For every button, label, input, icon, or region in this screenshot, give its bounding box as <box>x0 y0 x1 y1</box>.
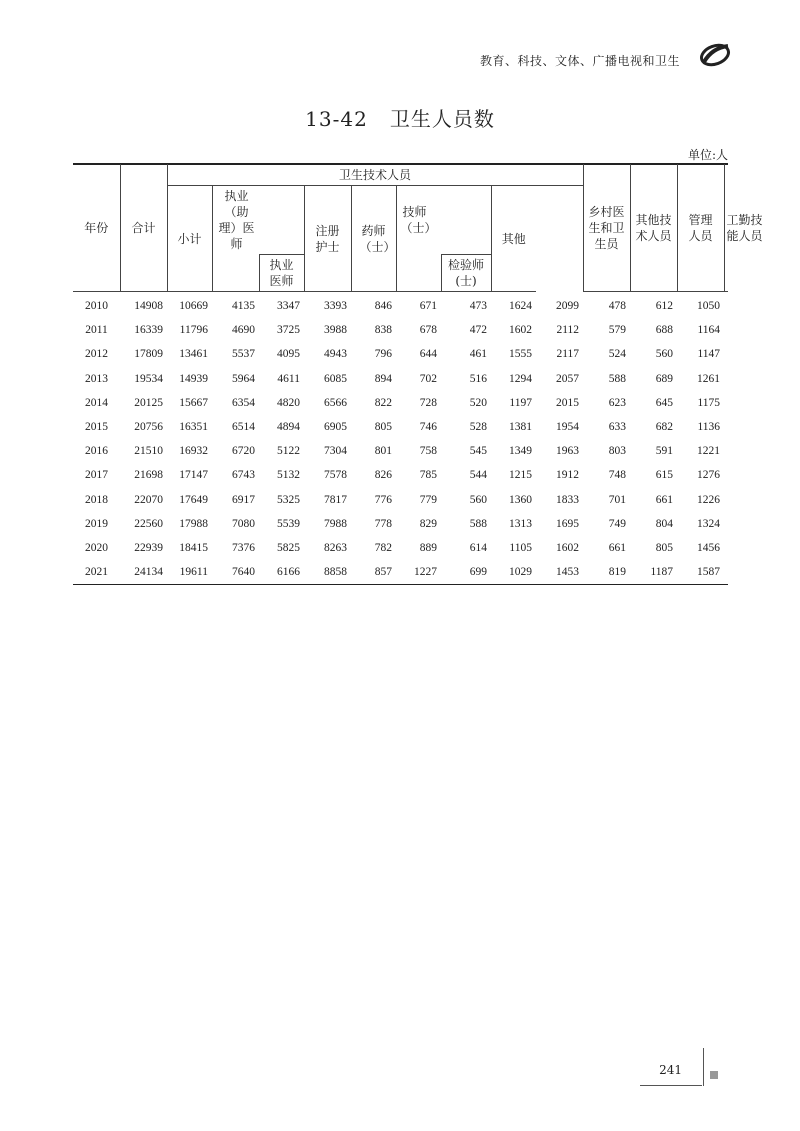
table-cell: 14908 <box>134 300 163 313</box>
col-manager: 管理人员 <box>677 165 724 292</box>
table-cell: 588 <box>469 517 487 530</box>
table-cell: 857 <box>374 566 392 579</box>
table-cell: 591 <box>655 445 674 458</box>
unit-label: 单位:人 <box>687 148 728 162</box>
page-title <box>0 103 800 132</box>
table-cell: 4690 <box>232 324 255 337</box>
table-cell: 19534 <box>134 372 163 385</box>
table-cell: 758 <box>419 445 437 458</box>
cell-year: 2017 <box>85 469 108 482</box>
table-cell: 24134 <box>134 566 163 579</box>
table-cell: 17649 <box>179 493 208 506</box>
table-cell: 5825 <box>277 541 300 554</box>
table-cell: 1453 <box>556 566 580 579</box>
table-cell: 19611 <box>179 566 208 579</box>
table-cell: 699 <box>469 566 487 579</box>
table-row <box>73 391 728 415</box>
col-health-tech-group: 卫生技术人员 <box>167 165 583 186</box>
table-cell: 4611 <box>277 372 300 385</box>
col-lab-technician: 检验师(士) <box>441 255 491 292</box>
table-cell: 5132 <box>277 469 300 482</box>
table-cell: 1833 <box>556 493 580 506</box>
table-cell: 16351 <box>179 421 208 434</box>
table-cell: 1963 <box>556 445 580 458</box>
table-cell: 21698 <box>134 469 163 482</box>
table-cell: 1456 <box>697 541 721 554</box>
table-cell: 545 <box>469 445 487 458</box>
table-cell: 588 <box>608 372 627 385</box>
table-cell: 889 <box>419 541 437 554</box>
table-cell: 1276 <box>697 469 721 482</box>
table-cell: 6354 <box>232 396 255 409</box>
table-cell: 3725 <box>277 324 300 337</box>
table-cell: 612 <box>655 300 674 313</box>
cell-year: 2018 <box>85 493 108 506</box>
table-cell: 2117 <box>556 348 580 361</box>
table-cell: 17147 <box>179 469 208 482</box>
table-cell: 1360 <box>509 493 532 506</box>
table-cell: 1349 <box>509 445 532 458</box>
table-cell: 826 <box>374 469 392 482</box>
col-other: 其他 <box>491 186 536 292</box>
table-cell: 14939 <box>179 372 208 385</box>
table-cell: 728 <box>419 396 437 409</box>
table-cell: 5964 <box>232 372 255 385</box>
table-cell: 544 <box>469 469 487 482</box>
table-cell: 17809 <box>134 348 163 361</box>
cell-year: 2020 <box>85 541 108 554</box>
table-cell: 5537 <box>232 348 255 361</box>
table-cell: 819 <box>608 566 627 579</box>
cell-year: 2016 <box>85 445 108 458</box>
table-cell: 6743 <box>232 469 255 482</box>
table-cell: 5122 <box>277 445 300 458</box>
table-cell: 6166 <box>277 566 300 579</box>
table-cell: 7080 <box>232 517 255 530</box>
table-cell: 520 <box>469 396 487 409</box>
table-cell: 16339 <box>134 324 163 337</box>
table-cell: 7988 <box>324 517 347 530</box>
table-cell: 688 <box>655 324 674 337</box>
table-cell: 1954 <box>556 421 580 434</box>
table-cell: 1602 <box>556 541 580 554</box>
table-cell: 6514 <box>232 421 255 434</box>
table-cell: 22070 <box>134 493 163 506</box>
table-cell: 13461 <box>179 348 208 361</box>
table-cell: 1215 <box>509 469 532 482</box>
col-technician <box>396 255 441 292</box>
cell-year: 2011 <box>85 324 108 337</box>
table-cell: 1164 <box>697 324 721 337</box>
table-container <box>73 163 763 585</box>
col-year: 年份 <box>73 165 120 292</box>
table-cell: 746 <box>419 421 437 434</box>
table-cell: 805 <box>655 541 674 554</box>
table-row <box>73 415 728 439</box>
table-cell: 7817 <box>324 493 347 506</box>
table-cell: 1227 <box>414 566 437 579</box>
table-row <box>73 367 728 391</box>
table-cell: 804 <box>655 517 674 530</box>
table-cell: 1175 <box>697 396 721 409</box>
table-cell: 4894 <box>277 421 300 434</box>
table-cell: 614 <box>469 541 487 554</box>
table-cell: 1187 <box>650 566 674 579</box>
yearbook-logo-icon <box>698 42 732 68</box>
table-cell: 1029 <box>509 566 532 579</box>
table-cell: 682 <box>655 421 674 434</box>
table-row <box>73 536 728 560</box>
cell-year: 2014 <box>85 396 108 409</box>
table-cell: 472 <box>469 324 487 337</box>
table-cell: 478 <box>608 300 627 313</box>
table-cell: 20756 <box>134 421 163 434</box>
table-cell: 3347 <box>277 300 300 313</box>
table-cell: 5325 <box>277 493 300 506</box>
table-cell: 801 <box>374 445 392 458</box>
table-cell: 1555 <box>509 348 532 361</box>
table-cell: 2057 <box>556 372 580 385</box>
col-village-doctor: 乡村医生和卫生员 <box>583 165 630 292</box>
table-cell: 805 <box>374 421 392 434</box>
table-cell: 4820 <box>277 396 300 409</box>
table-cell: 20125 <box>134 396 163 409</box>
table-cell: 846 <box>374 300 392 313</box>
table-cell: 822 <box>374 396 392 409</box>
table-cell: 524 <box>608 348 627 361</box>
table-cell: 1226 <box>697 493 721 506</box>
table-cell: 778 <box>374 517 392 530</box>
table-cell: 461 <box>469 348 487 361</box>
table-cell: 22560 <box>134 517 163 530</box>
table-cell: 1136 <box>697 421 721 434</box>
table-row <box>73 463 728 487</box>
table-cell: 6085 <box>324 372 347 385</box>
table-cell: 633 <box>608 421 627 434</box>
table-row <box>73 488 728 512</box>
table-cell: 6917 <box>232 493 255 506</box>
table-cell: 689 <box>655 372 674 385</box>
table-cell: 661 <box>655 493 674 506</box>
cell-year: 2015 <box>85 421 108 434</box>
table-cell: 6720 <box>232 445 255 458</box>
col-nurse: 注册护士 <box>304 186 351 292</box>
table-cell: 579 <box>608 324 627 337</box>
table-cell: 1324 <box>697 517 721 530</box>
table-cell: 1105 <box>509 541 532 554</box>
table-cell: 7304 <box>324 445 347 458</box>
table-cell: 8263 <box>324 541 347 554</box>
table-cell: 2112 <box>556 324 580 337</box>
table-cell: 749 <box>608 517 627 530</box>
table-cell: 1912 <box>556 469 580 482</box>
col-worker: 工勤技能人员 <box>724 165 728 292</box>
table-cell: 1050 <box>697 300 721 313</box>
cell-year: 2012 <box>85 348 108 361</box>
table-cell: 560 <box>655 348 674 361</box>
table-cell: 1261 <box>697 372 721 385</box>
table-cell: 1197 <box>509 396 532 409</box>
page-number: 241 <box>659 1063 682 1077</box>
table-cell: 2015 <box>556 396 580 409</box>
cell-year: 2019 <box>85 517 108 530</box>
table-cell: 22939 <box>134 541 163 554</box>
col-total: 合计 <box>120 165 167 292</box>
footer-divider <box>703 1048 704 1086</box>
table-cell: 8858 <box>324 566 347 579</box>
col-licensed-doctor-group: 执业（助理）医师 <box>212 186 304 255</box>
table-cell: 1294 <box>509 372 532 385</box>
footer-rule <box>640 1085 702 1086</box>
table-cell: 671 <box>419 300 437 313</box>
table-cell: 1695 <box>556 517 580 530</box>
table-cell: 7376 <box>232 541 255 554</box>
table-number: 13-42 <box>305 107 368 131</box>
table-cell: 615 <box>655 469 674 482</box>
table-row <box>73 318 728 342</box>
table-cell: 4943 <box>324 348 347 361</box>
table-cell: 678 <box>419 324 437 337</box>
table-cell: 623 <box>608 396 627 409</box>
cell-year: 2021 <box>85 566 108 579</box>
table-row <box>73 439 728 463</box>
table-cell: 5539 <box>277 517 300 530</box>
table-cell: 16932 <box>179 445 208 458</box>
table-cell: 4135 <box>232 300 255 313</box>
table-row <box>73 560 728 584</box>
table-cell: 785 <box>419 469 437 482</box>
table-title: 卫生人员数 <box>389 107 495 131</box>
table-cell: 2099 <box>556 299 580 312</box>
table-cell: 7578 <box>324 469 347 482</box>
col-pharmacist: 药师（士） <box>351 186 396 292</box>
table-cell: 1147 <box>697 348 721 361</box>
table-cell: 796 <box>374 348 392 361</box>
table-cell: 1587 <box>697 566 721 579</box>
table-cell: 1624 <box>509 300 532 313</box>
table-cell: 1313 <box>509 517 532 530</box>
section-header: 教育、科技、文体、广播电视和卫生 <box>480 54 681 68</box>
table-cell: 701 <box>608 493 627 506</box>
table-cell: 1221 <box>697 445 721 458</box>
health-personnel-table <box>73 164 763 584</box>
table-cell: 779 <box>419 493 437 506</box>
table-cell: 3988 <box>324 324 347 337</box>
cell-year: 2013 <box>85 372 108 385</box>
table-cell: 894 <box>374 372 392 385</box>
table-row <box>73 512 728 536</box>
table-body <box>73 292 728 585</box>
table-cell: 18415 <box>179 541 208 554</box>
table-cell: 1602 <box>509 324 532 337</box>
cell-year: 2010 <box>85 300 108 313</box>
table-cell: 644 <box>419 348 437 361</box>
table-cell: 473 <box>469 300 487 313</box>
table-cell: 11796 <box>179 324 208 337</box>
table-cell: 645 <box>655 396 674 409</box>
table-cell: 838 <box>374 324 392 337</box>
table-row <box>73 342 728 366</box>
footer-square-icon <box>710 1071 718 1079</box>
table-cell: 782 <box>374 541 392 554</box>
table-cell: 748 <box>608 469 627 482</box>
table-cell: 6566 <box>324 396 347 409</box>
table-cell: 528 <box>469 421 487 434</box>
table-cell: 3393 <box>324 300 347 313</box>
table-cell: 560 <box>469 493 487 506</box>
table-cell: 516 <box>469 372 487 385</box>
table-cell: 661 <box>608 541 627 554</box>
table-cell: 776 <box>374 493 392 506</box>
table-cell: 4095 <box>277 348 300 361</box>
col-subtotal: 小计 <box>167 186 212 292</box>
col-other-tech: 其他技术人员 <box>630 165 677 292</box>
table-row <box>73 292 728 319</box>
table-cell: 702 <box>419 372 437 385</box>
table-cell: 829 <box>419 517 437 530</box>
table-cell: 10669 <box>179 300 208 313</box>
col-technician-group: 技师（士） <box>396 186 491 255</box>
table-cell: 7640 <box>232 566 255 579</box>
table-cell: 17988 <box>179 517 208 530</box>
col-licensed-doctor-only: 执业医师 <box>259 255 304 292</box>
table-cell: 803 <box>608 445 627 458</box>
table-cell: 1381 <box>509 421 532 434</box>
col-licensed-doctor <box>212 255 259 292</box>
table-cell: 21510 <box>134 445 163 458</box>
table-cell: 6905 <box>324 421 347 434</box>
table-cell: 15667 <box>179 396 208 409</box>
